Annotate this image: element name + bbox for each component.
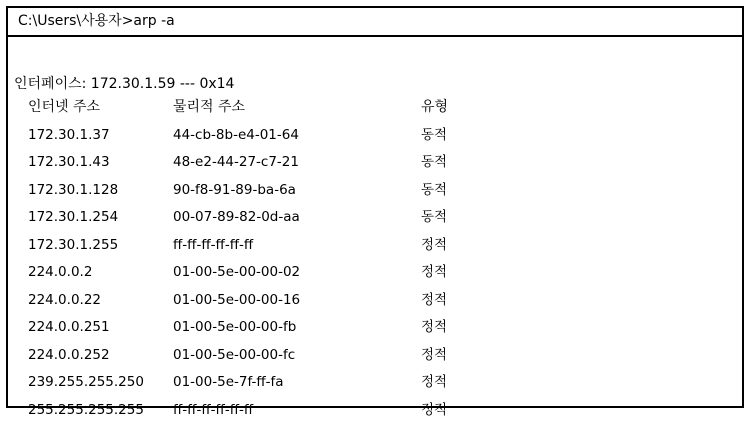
table-row: [8, 346, 742, 374]
ip-address-cell: 172.30.1.254: [28, 208, 118, 226]
table-row: [8, 401, 742, 428]
table-row: [8, 373, 742, 401]
type-cell: 정적: [421, 401, 447, 419]
table-row: [8, 291, 742, 319]
table-row: [8, 263, 742, 291]
physical-address-cell: 01-00-5e-00-00-fb: [173, 318, 296, 336]
ip-address-cell: 224.0.0.22: [28, 291, 101, 309]
type-cell: 정적: [421, 236, 447, 254]
type-cell: 동적: [421, 153, 447, 171]
physical-address-cell: 90-f8-91-89-ba-6a: [173, 181, 296, 199]
header-type: 유형: [421, 98, 448, 116]
type-cell: 정적: [421, 373, 447, 391]
ip-address-cell: 224.0.0.2: [28, 263, 92, 281]
command-prompt-line: C:\Users\사용자>arp -a: [18, 12, 175, 30]
table-row: [8, 236, 742, 264]
header-internet-address: 인터넷 주소: [28, 98, 100, 116]
type-cell: 정적: [421, 291, 447, 309]
ip-address-cell: 224.0.0.251: [28, 318, 110, 336]
ip-address-cell: 172.30.1.43: [28, 153, 110, 171]
arp-table: [8, 98, 742, 428]
console-window[interactable]: [6, 6, 744, 408]
ip-address-cell: 239.255.255.250: [28, 373, 144, 391]
type-cell: 정적: [421, 263, 447, 281]
physical-address-cell: 01-00-5e-7f-ff-fa: [173, 373, 284, 391]
separator-line: [8, 35, 742, 37]
table-row: [8, 153, 742, 181]
table-row: [8, 318, 742, 346]
table-row: [8, 181, 742, 209]
arp-table-header: [8, 98, 742, 126]
ip-address-cell: 172.30.1.128: [28, 181, 118, 199]
ip-address-cell: 172.30.1.255: [28, 236, 118, 254]
physical-address-cell: ff-ff-ff-ff-ff-ff: [173, 236, 253, 254]
ip-address-cell: 224.0.0.252: [28, 346, 110, 364]
type-cell: 정적: [421, 346, 447, 364]
header-physical-address: 물리적 주소: [173, 98, 245, 116]
physical-address-cell: 01-00-5e-00-00-16: [173, 291, 300, 309]
physical-address-cell: 01-00-5e-00-00-fc: [173, 346, 295, 364]
ip-address-cell: 172.30.1.37: [28, 126, 110, 144]
table-row: [8, 126, 742, 154]
table-row: [8, 208, 742, 236]
type-cell: 정적: [421, 318, 447, 336]
interface-line: 인터페이스: 172.30.1.59 --- 0x14: [14, 75, 234, 93]
type-cell: 동적: [421, 208, 447, 226]
physical-address-cell: 44-cb-8b-e4-01-64: [173, 126, 299, 144]
physical-address-cell: 48-e2-44-27-c7-21: [173, 153, 299, 171]
ip-address-cell: 255.255.255.255: [28, 401, 144, 419]
physical-address-cell: ff-ff-ff-ff-ff-ff: [173, 401, 253, 419]
physical-address-cell: 00-07-89-82-0d-aa: [173, 208, 300, 226]
physical-address-cell: 01-00-5e-00-00-02: [173, 263, 300, 281]
type-cell: 동적: [421, 126, 447, 144]
arp-table-rows: [8, 126, 742, 428]
type-cell: 동적: [421, 181, 447, 199]
